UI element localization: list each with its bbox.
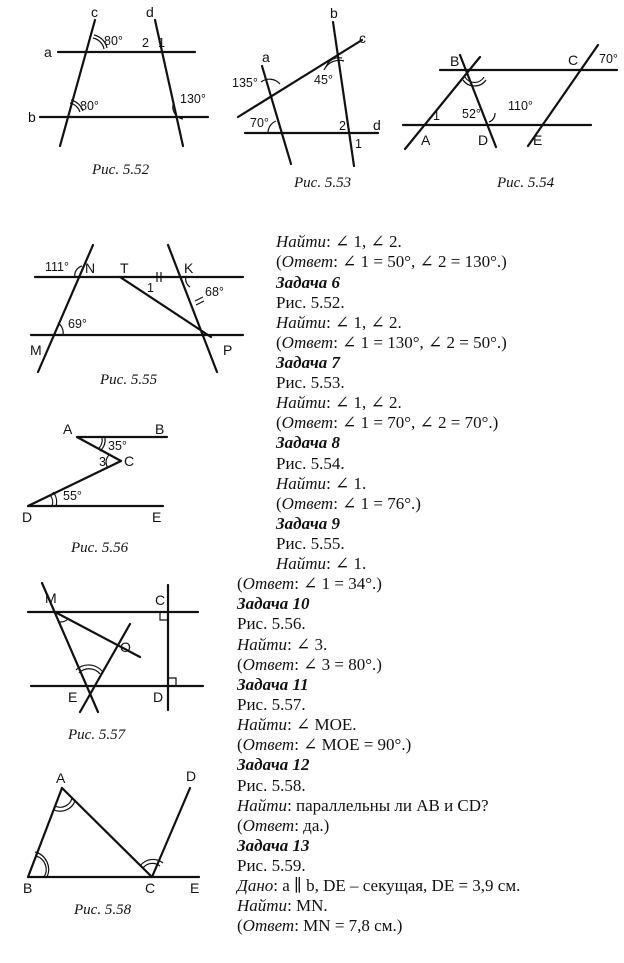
fig56-caption: Рис. 5.56 xyxy=(71,540,129,556)
text-line: Рис. 5.55. xyxy=(276,534,345,553)
fig52-label-2: 2 xyxy=(142,36,149,50)
text-line: Задача 8 xyxy=(276,433,341,452)
fig58-label-E: E xyxy=(190,880,200,896)
fig56-label-E: E xyxy=(152,509,162,525)
fig58-label-A: A xyxy=(56,770,66,786)
fig55-angle-M: 69° xyxy=(68,317,87,331)
text-line: (Ответ: ∠ 1 = 34°.) xyxy=(237,574,382,593)
text-line: Найти: ∠ MOE. xyxy=(237,715,357,734)
text-line: (Ответ: MN = 7,8 см.) xyxy=(237,916,403,935)
fig55-label-N: N xyxy=(85,260,96,276)
fig55-label-T: T xyxy=(120,260,129,276)
text-line: Найти: ∠ 1. xyxy=(276,474,367,493)
fig57-label-O: O xyxy=(120,639,131,655)
fig55-label-1: 1 xyxy=(147,281,154,295)
fig56-label-A: A xyxy=(63,421,73,437)
text-line: Найти: ∠ 1, ∠ 2. xyxy=(276,313,402,332)
fig56-label-D: D xyxy=(22,509,33,525)
text-line: Найти: ∠ 1, ∠ 2. xyxy=(276,232,402,251)
text-line: Рис. 5.56. xyxy=(237,614,306,633)
text-line: Рис. 5.52. xyxy=(276,293,345,312)
fig54-label-B: B xyxy=(450,53,460,69)
text-line: (Ответ: ∠ 3 = 80°.) xyxy=(237,655,382,674)
fig54-label-E: E xyxy=(533,132,543,148)
fig52-angle-right: 130° xyxy=(180,92,206,106)
text-line: Задача 13 xyxy=(237,836,310,855)
fig53-label-a: a xyxy=(262,49,270,65)
text-line: (Ответ: ∠ 1 = 70°, ∠ 2 = 70°.) xyxy=(276,413,499,432)
fig58-label-B: B xyxy=(23,880,33,896)
fig53-label-c: c xyxy=(359,30,366,46)
fig52-label-c: c xyxy=(91,4,98,20)
text-line: (Ответ: ∠ MOE = 90°.) xyxy=(237,735,412,754)
text-line: Найти: MN. xyxy=(237,896,328,915)
fig55-label-M: M xyxy=(30,342,42,358)
text-line: (Ответ: ∠ 1 = 76°.) xyxy=(276,494,421,513)
text-line: Задача 11 xyxy=(237,675,309,694)
fig53-label-d: d xyxy=(373,117,381,133)
fig53-angle-a-top: 135° xyxy=(232,76,258,90)
text-line: Задача 9 xyxy=(276,514,341,533)
fig55-caption: Рис. 5.55 xyxy=(100,372,158,388)
fig54-angle-C: 70° xyxy=(599,52,618,66)
fig53-label-2: 2 xyxy=(339,119,346,133)
fig52-label-b: b xyxy=(28,109,36,125)
fig54-label-D: D xyxy=(478,132,489,148)
fig56-angle-D: 55° xyxy=(63,489,82,503)
text-line: Рис. 5.59. xyxy=(237,856,306,875)
fig52-label-d: d xyxy=(146,4,154,20)
fig54-caption: Рис. 5.54 xyxy=(497,175,555,191)
fig54-label-C: C xyxy=(568,52,579,68)
fig52-angle-top: 80° xyxy=(104,34,123,48)
text-line: Рис. 5.57. xyxy=(237,695,306,714)
fig55-label-P: P xyxy=(223,342,233,358)
fig57-label-C: C xyxy=(155,592,166,608)
fig55-angle-K: 68° xyxy=(205,285,224,299)
text-line: Найти: ∠ 3. xyxy=(237,635,328,654)
text-line: Рис. 5.53. xyxy=(276,373,345,392)
text-line: Рис. 5.58. xyxy=(237,776,306,795)
fig53-angle-mid: 45° xyxy=(314,73,333,87)
fig53-label-b: b xyxy=(330,5,338,21)
text-line: Задача 10 xyxy=(237,594,310,613)
fig52-label-a: a xyxy=(44,44,52,60)
fig53-caption: Рис. 5.53 xyxy=(294,175,352,191)
fig56-label-3: 3 xyxy=(99,455,106,469)
fig54-angle-D: 52° xyxy=(462,107,481,121)
fig56-angle-A: 35° xyxy=(108,439,127,453)
text-line: (Ответ: да.) xyxy=(237,816,330,835)
text-line: Задача 6 xyxy=(276,273,341,292)
fig58-label-C: C xyxy=(145,880,156,896)
text-line: Найти: параллельны ли AB и CD? xyxy=(237,796,489,815)
text-line: (Ответ: ∠ 1 = 130°, ∠ 2 = 50°.) xyxy=(276,333,507,352)
fig57-label-E: E xyxy=(68,689,78,705)
fig56-label-B: B xyxy=(155,421,165,437)
fig52-angle-bottom: 80° xyxy=(80,99,99,113)
fig54-label-1: 1 xyxy=(433,109,440,123)
text-line: Найти: ∠ 1. xyxy=(276,554,367,573)
fig55-angle-N: 111° xyxy=(45,260,69,274)
fig54-label-A: A xyxy=(421,132,431,148)
fig52-label-1: 1 xyxy=(158,36,165,50)
text-line: (Ответ: ∠ 1 = 50°, ∠ 2 = 130°.) xyxy=(276,252,507,271)
text-line: Задача 12 xyxy=(237,755,310,774)
fig53-angle-a-bottom: 70° xyxy=(250,116,269,130)
fig57-caption: Рис. 5.57 xyxy=(68,727,126,743)
text-line: Найти: ∠ 1, ∠ 2. xyxy=(276,393,402,412)
fig55-label-K: K xyxy=(184,260,194,276)
text-line: Рис. 5.54. xyxy=(276,454,345,473)
text-line: Задача 7 xyxy=(276,353,341,372)
fig58-label-D: D xyxy=(186,768,197,784)
fig57-label-M: M xyxy=(45,590,57,606)
fig54-angle-E: 110° xyxy=(508,99,533,113)
fig58-caption: Рис. 5.58 xyxy=(74,902,132,918)
fig52-caption: Рис. 5.52 xyxy=(92,162,150,178)
fig57-label-D: D xyxy=(153,689,164,705)
text-line: Дано: a ∥ b, DE – секущая, DE = 3,9 см. xyxy=(237,876,521,895)
fig56-label-C: C xyxy=(124,453,135,469)
fig53-label-1: 1 xyxy=(355,137,362,151)
